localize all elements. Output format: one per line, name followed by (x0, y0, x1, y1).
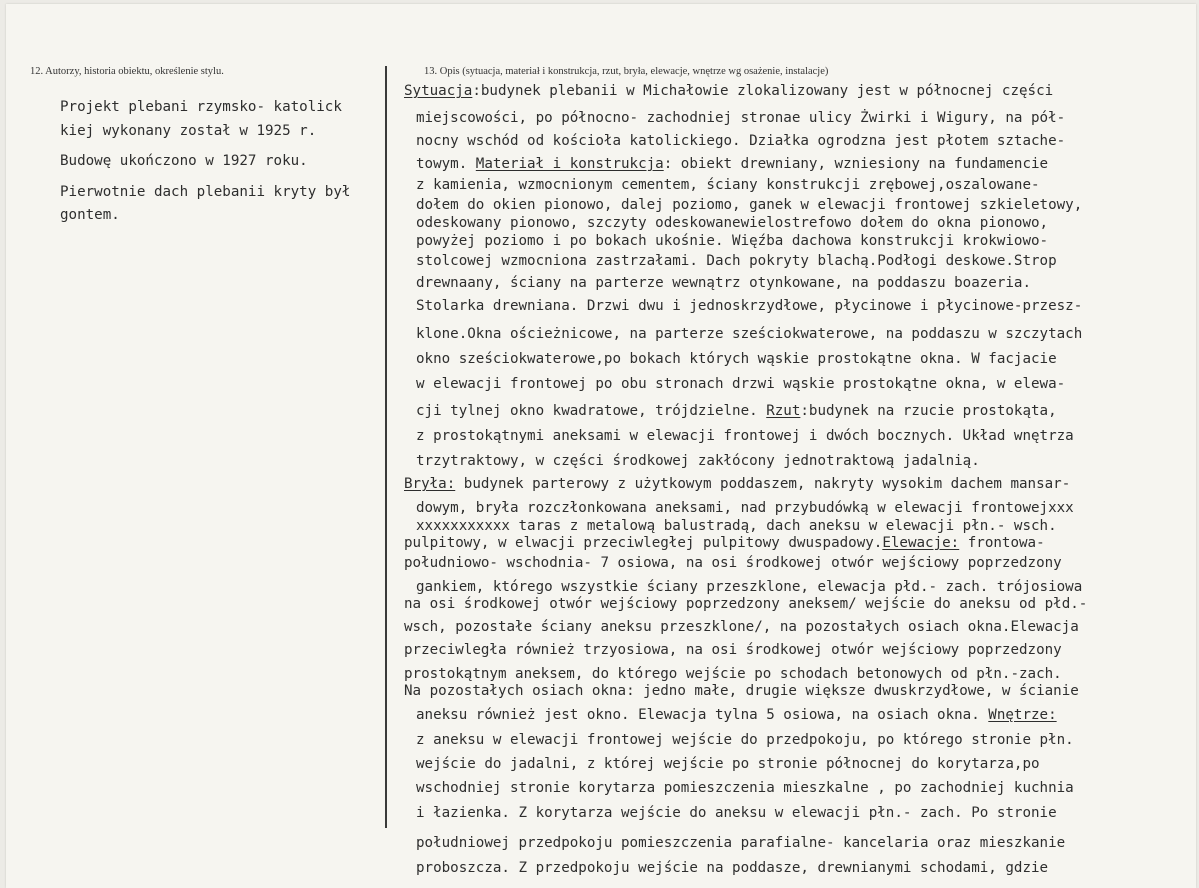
description-line (416, 452, 980, 470)
text-segment: z aneksu w elewacji frontowej wejście do przedpokoju, po którego stronie płn. (416, 732, 1074, 748)
text-segment: wejście do jadalni, z której wejście po stronie północnej do korytarza,po (416, 756, 1040, 772)
description-line (416, 155, 1048, 173)
text-segment: gankiem, którego wszystkie ściany przeszklone, elewacja płd.- zach. trójosiowa (416, 579, 1083, 595)
description-line (416, 109, 1065, 127)
description-line (416, 252, 1057, 270)
authors-history-column (60, 96, 390, 235)
description-line (416, 350, 1057, 368)
section-label: Bryła: (404, 476, 456, 492)
text-line: Projekt plebani rzymsko- katolick (60, 99, 342, 115)
section-12-heading: 12. Autorzy, historia obiektu, określenie stylu. (30, 66, 224, 77)
description-line (416, 232, 1048, 250)
description-line (404, 618, 1079, 636)
text-segment: drewnaany, ściany na parterze wewnątrz otynkowane, na poddaszu boazeria. (416, 275, 1031, 291)
description-line (416, 517, 1057, 535)
text-segment: z kamienia, wzmocnionym cementem, ściany konstrukcji zrębowej,oszalowane- (416, 177, 1040, 193)
section-label: Elewacje: (882, 535, 960, 551)
text-segment: aneksu również jest okno. Elewacja tylna 5 osiowa, na osiach okna. (416, 707, 989, 723)
text-segment: na osi środkowej otwór wejściowy poprzedzony aneksem/ wejście do aneksu od płd.- (404, 596, 1088, 612)
section-label: Sytuacja (404, 83, 473, 99)
text-segment: pulpitowy, w elwacji przeciwległej pulpitowy dwuspadowy. (404, 535, 883, 551)
description-line (404, 534, 1045, 552)
description-line (416, 176, 1040, 194)
description-line (404, 554, 1062, 572)
history-paragraph (60, 150, 390, 174)
description-line (416, 779, 1074, 797)
text-segment: przeciwległa również trzyosiowa, na osi środkowej otwór wejściowy poprzedzony (404, 642, 1062, 658)
description-line (404, 665, 1062, 683)
description-line (416, 706, 1057, 724)
text-segment: dołem do okien pionowo, dalej poziomo, ganek w elewacji frontowej szkieletowy, (416, 197, 1083, 213)
text-segment: w elewacji frontowej po obu stronach drzwi wąskie prostokątne okna, w elewa- (416, 376, 1066, 392)
section-label: Materiał i konstrukcja (475, 156, 664, 172)
description-line (416, 859, 1048, 877)
text-segment: odeskowany pionowo, szczyty odeskowanewielostrefowo dołem do okna pionowo, (416, 215, 1049, 231)
description-line (404, 595, 1087, 613)
text-segment: Stolarka drewniana. Drzwi dwu i jednoskrzydłowe, płycinowe i płycinowe-przesz- (416, 298, 1083, 314)
text-segment: Na pozostałych osiach okna: jedno małe, drugie większe dwuskrzydłowe, w ścianie (404, 683, 1079, 699)
text-line: Pierwotnie dach plebanii kryty był (60, 183, 351, 200)
text-segment: towym. (416, 156, 476, 172)
text-segment: wschodniej stronie korytarza pomieszczenia mieszkalne , po zachodniej kuchnia (416, 780, 1074, 796)
description-line (416, 375, 1065, 393)
text-segment: miejscowości, po północno- zachodniej stronae ulicy Żwirki i Wigury, na pół- (416, 110, 1066, 126)
section-label: Wnętrze: (988, 707, 1057, 723)
description-line (416, 427, 1074, 445)
description-line (416, 325, 1082, 343)
description-line (404, 641, 1062, 659)
description-line (416, 834, 1065, 852)
text-segment: okno sześciokwaterowe,po bokach których wąskie prostokątne okna. W facjacie (416, 351, 1057, 367)
text-segment: z prostokątnymi aneksami w elewacji frontowej i dwóch bocznych. Układ wnętrza (416, 428, 1074, 444)
history-paragraph (60, 96, 390, 143)
description-line (416, 297, 1082, 315)
description-line (404, 682, 1079, 700)
description-line (416, 274, 1031, 292)
text-segment: trzytraktowy, w części środkowej zakłócony jednotraktową jadalnią. (416, 453, 980, 469)
description-line (416, 804, 1057, 822)
text-segment: xxxxxxxxxxx taras z metalową balustradą, dach aneksu w elewacji płn.- wsch. (416, 518, 1057, 534)
text-segment: stolcowej wzmocniona zastrzałami. Dach pokryty blachą.Podłogi deskowe.Strop (416, 253, 1057, 269)
description-line (404, 475, 1070, 493)
text-line: gontem. (60, 207, 120, 223)
text-segment: cji tylnej okno kwadratowe, trójdzielne. (416, 403, 767, 419)
text-segment: prostokątnym aneksem, do którego wejście po schodach betonowych od płn.-zach. (404, 666, 1062, 682)
section-13-heading: 13. Opis (sytuacja, materiał i konstrukcja, rzut, bryła, elewacje, wnętrze wg osażenie, instalacje) (424, 66, 829, 77)
text-segment: klone.Okna ościeżnicowe, na parterze sześciokwaterowe, na poddaszu w szczytach (416, 326, 1083, 342)
text-segment: dowym, bryła rozczłonkowana aneksami, nad przybudówką w elewacji frontowejxxx (416, 500, 1074, 516)
history-paragraph (60, 181, 390, 228)
text-segment: południowej przedpokoju pomieszczenia parafialne- kancelaria oraz mieszkanie (416, 835, 1066, 851)
text-line: kiej wykonany został w 1925 r. (60, 122, 317, 139)
text-segment: :budynek plebanii w Michałowie zlokalizowany jest w północnej części (472, 83, 1054, 99)
description-line (416, 755, 1040, 773)
description-line (416, 499, 1074, 517)
text-segment: i łazienka. Z korytarza wejście do aneksu w elewacji płn.- zach. Po stronie (416, 805, 1057, 821)
text-segment: frontowa- (959, 535, 1045, 551)
text-segment: proboszcza. Z przedpokoju wejście na poddasze, drewnianymi schodami, gdzie (416, 860, 1049, 876)
text-segment: budynek parterowy z użytkowym poddaszem, nakryty wysokim dachem mansar- (455, 476, 1071, 492)
description-line (404, 82, 1053, 100)
text-segment: : obiekt drewniany, wzniesiony na fundamencie (663, 156, 1049, 172)
description-line (416, 132, 1065, 150)
text-segment: :budynek na rzucie prostokąta, (800, 403, 1057, 419)
description-line (416, 402, 1057, 420)
text-line: Budowę ukończono w 1927 roku. (60, 153, 308, 169)
text-segment: południowo- wschodnia- 7 osiowa, na osi środkowej otwór wejściowy poprzedzony (404, 555, 1062, 571)
text-segment: wsch, pozostałe ściany aneksu przeszklone/, na pozostałych osiach okna.Elewacja (404, 619, 1079, 635)
description-line (416, 196, 1082, 214)
text-segment: nocny wschód od kościoła katolickiego. Działka ogrodzna jest płotem sztache- (416, 133, 1066, 149)
description-line (416, 731, 1074, 749)
description-line (416, 214, 1048, 232)
document-page (6, 4, 1196, 888)
section-label: Rzut (766, 403, 801, 419)
description-line (416, 578, 1082, 596)
text-segment: powyżej poziomo i po bokach ukośnie. Więźba dachowa konstrukcji krokwiowo- (416, 233, 1049, 249)
